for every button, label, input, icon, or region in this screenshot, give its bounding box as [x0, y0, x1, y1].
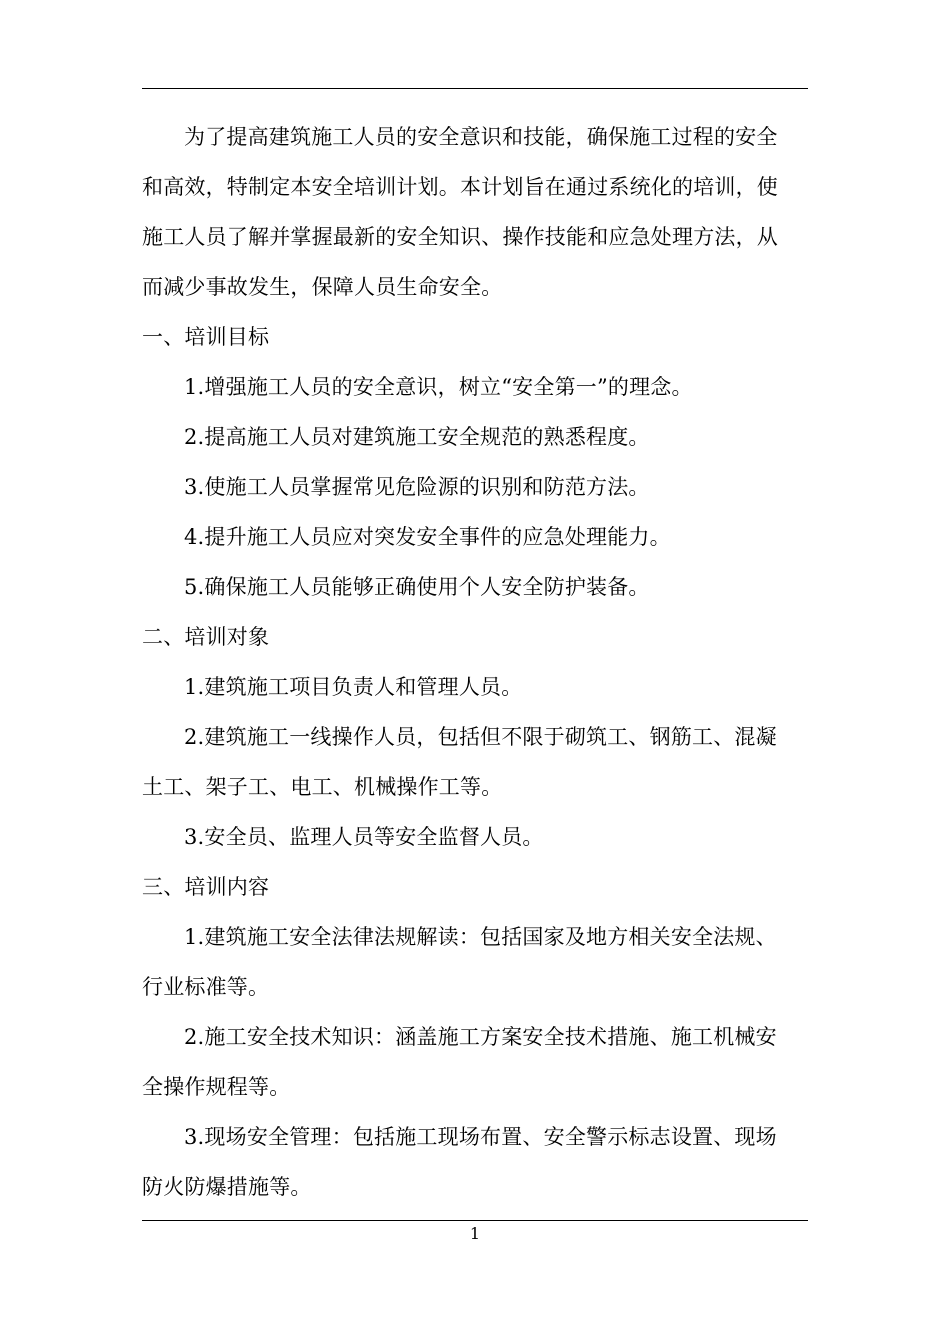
footer-rule	[142, 1220, 808, 1221]
content-item-1-line-1: 1.建筑施工安全法律法规解读：包括国家及地方相关安全法规、	[184, 925, 777, 949]
audience-item-1: 1.建筑施工项目负责人和管理人员。	[184, 675, 523, 699]
section-heading-content: 三、培训内容	[142, 875, 270, 899]
section-heading-audience: 二、培训对象	[142, 625, 270, 649]
goal-item-5: 5.确保施工人员能够正确使用个人安全防护装备。	[184, 575, 650, 599]
document-body	[142, 112, 808, 1212]
goal-item-4: 4.提升施工人员应对突发安全事件的应急处理能力。	[184, 525, 671, 549]
page-number: 1	[469, 1224, 481, 1243]
content-item-2-line-1: 2.施工安全技术知识：涵盖施工方案安全技术措施、施工机械安	[184, 1025, 777, 1049]
audience-item-3: 3.安全员、监理人员等安全监督人员。	[184, 825, 544, 849]
intro-line-2: 和高效，特制定本安全培训计划。本计划旨在通过系统化的培训，使	[142, 175, 778, 199]
audience-item-2-line-1: 2.建筑施工一线操作人员，包括但不限于砌筑工、钢筋工、混凝	[184, 725, 777, 749]
content-item-2-line-2: 全操作规程等。	[142, 1075, 291, 1099]
content-item-3-line-1: 3.现场安全管理：包括施工现场布置、安全警示标志设置、现场	[184, 1125, 777, 1149]
audience-item-2-line-2: 土工、架子工、电工、机械操作工等。	[142, 775, 503, 799]
intro-line-3: 施工人员了解并掌握最新的安全知识、操作技能和应急处理方法，从	[142, 225, 778, 249]
intro-line-4: 而减少事故发生，保障人员生命安全。	[142, 275, 503, 299]
intro-line-1: 为了提高建筑施工人员的安全意识和技能，确保施工过程的安全	[184, 125, 778, 149]
header-rule	[142, 88, 808, 89]
goal-item-3: 3.使施工人员掌握常见危险源的识别和防范方法。	[184, 475, 650, 499]
content-item-1-line-2: 行业标准等。	[142, 975, 270, 999]
section-heading-goals: 一、培训目标	[142, 325, 270, 349]
goal-item-1: 1.增强施工人员的安全意识，树立“安全第一”的理念。	[184, 375, 693, 399]
content-item-3-line-2: 防火防爆措施等。	[142, 1175, 312, 1199]
goal-item-2: 2.提高施工人员对建筑施工安全规范的熟悉程度。	[184, 425, 650, 449]
